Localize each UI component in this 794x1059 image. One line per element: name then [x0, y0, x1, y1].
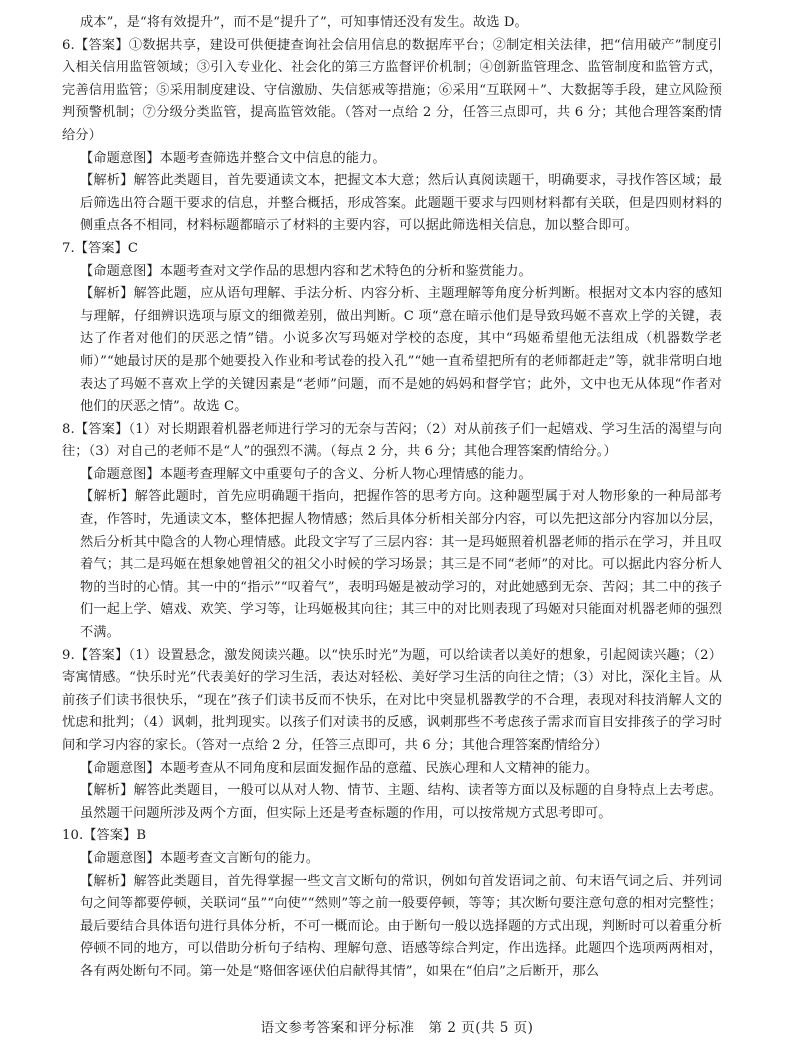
- paragraph-q9-analysis: 【解析】解答此类题目，一般可以从对人物、情节、主题、结构、读者等方面以及标题的自身特点上去考虑。虽然题干问题所涉及两个方面，但实际上还是考查标题的作用，可以按常规方式思考即可。: [80, 783, 722, 821]
- paragraph-q6-answer: 6.【答案】①数据共享，建设可供便捷查询社会信用信息的数据库平台；②制定相关法律，把“信用破产”制度引入相关信用监管领域；③引入专业化、社会化的第三方监督评价机制；④创新监管理念、监管制度和监管方式，完善信用监管；⑤采用制度建设、守信激励、失信惩戒等措施；⑥采用“互联网＋”、大数据等手段，建立风险预判预警机制；⑦分级分类监管，提高监管效能。（答对一点给 2 分，任答三点即可，共 6 分；其他合理答案酌情给分）: [62, 37, 722, 143]
- paragraph-q6-analysis: 【解析】解答此类题目，首先要通读文本，把握文本大意；然后认真阅读题干，明确要求，寻找作答区域；最后筛选出符合题干要求的信息，并整合概括，形成答案。此题题干要求与四则材料都有关联，但是四则材料的侧重点各不相同，材料标题都暗示了材料的主要内容，可以据此筛选相关信息，加以整合即可。: [80, 173, 722, 234]
- paragraph-q10-answer: 10.【答案】B: [62, 828, 147, 844]
- paragraph-q9-intent: 【命题意图】本题考查从不同角度和层面发掘作品的意蕴、民族心理和人文精神的能力。: [80, 760, 599, 776]
- paragraph-q8-analysis: 【解析】解答此题时，首先应明确题干指向，把握作答的思考方向。这种题型属于对人物形象的一种局部考查，作答时，先通读文本，整体把握人物情感；然后具体分析相关部分内容，可以先把这部分内容加以分层，然后分析其中隐含的人物心理情感。此段文字写了三层内容：其一是玛姬照着机器老师的指示在学习，并且叹着气；其二是玛姬在想象她曾祖父的祖父小时候的学习场景；其三是不同“老师”的对比。可以据此内容分析人物的当时的心情。其一中的“指示”“叹着气”，表明玛姬是被动学习的，对此她感到无奈、苦闷；其二中的孩子们一起上学、嬉戏、欢笑、学习等，让玛姬极其向往；其三中的对比则表现了玛姬对只能面对机器老师的强烈不满。: [80, 489, 722, 641]
- paragraph-q9-answer: 9.【答案】（1）设置悬念，激发阅读兴趣。以“快乐时光”为题，可以给读者以美好的想象，引起阅读兴趣；（2）寄寓情感。“快乐时光”代表美好的学习生活，表达对轻松、美好学习生活的向往之情；（3）对比，深化主旨。从前孩子们读书很快乐，“现在”孩子们读书反而不快乐，在对比中突显机器教学的不合理，表现对科技消解人文的忧虑和批判；（4）讽刺，批判现实。以孩子们对读书的反感，讽刺那些不考虑孩子需求而盲目安排孩子的学习时间和学习内容的家长。（答对一点给 2 分，任答三点即可，共 6 分；其他合理答案酌情给分）: [62, 647, 722, 753]
- paragraph-q8-intent: 【命题意图】本题考查理解文中重要句子的含义、分析人物心理情感的能力。: [80, 466, 532, 482]
- paragraph-q7-answer: 7.【答案】C: [62, 240, 139, 256]
- paragraph-q7-intent: 【命题意图】本题考查对文学作品的思想内容和艺术特色的分析和鉴赏能力。: [80, 263, 532, 279]
- paragraph-q10-intent: 【命题意图】本题考查文言断句的能力。: [80, 850, 320, 866]
- paragraph-q6-intent: 【命题意图】本题考查筛选并整合文中信息的能力。: [80, 150, 386, 166]
- paragraph-q8-answer: 8.【答案】（1）对长期跟着机器老师进行学习的无奈与苦闷；（2）对从前孩子们一起嬉戏、学习生活的渴望与向往；（3）对自己的老师不是“人”的强烈不满。（每点 2 分，共 6 分；其他合理答案酌情给分。）: [62, 421, 722, 460]
- paragraph-continued-q5: 成本”，是“将有效提升”，而不是“提升了”，可知事情还没有发生。故选 D。: [80, 15, 528, 30]
- page-footer: 语文参考答案和评分标准 第 2 页(共 5 页): [260, 1020, 534, 1036]
- answer-content: [62, 12, 722, 984]
- paragraph-q10-analysis: 【解析】解答此类题目，首先得掌握一些文言文断句的常识，例如句首发语词之前、句末语气词之后、并列词句之间等都要停顿，关联词“虽”“向使”“然则”等之前一般要停顿，等等；其次断句要注意句意的相对完整性；最后要结合具体语句进行具体分析，不可一概而论。由于断句一般以选择题的方式出现，判断时可以着重分析停顿不同的地方，可以借助分析句子结构、理解句意、语感等综合判定，作出选择。此题四个选项两两相对，各有两处断句不同。第一处是“赂佃客诬伏伯启献得其情”，如果在“伯启”之后断开，那么: [80, 873, 722, 979]
- paragraph-q7-analysis: 【解析】解答此题，应从语句理解、手法分析、内容分析、主题理解等角度分析判断。根据对文本内容的感知与理解，仔细辨识选项与原文的细微差别，做出判断。C 项“意在暗示他们是导致玛姬不喜欢上学的关键，表达了作者对他们的厌恶之情”错。小说多次写玛姬对学校的态度，其中“玛姬希望他无法组成（机器数学老师）”“她最讨厌的是那个她要投入作业和考试卷的投入孔”“她一直希望把所有的老师都赶走”等，就非常明白地表达了玛姬不喜欢上学的关键因素是“老师”问题，而不是她的妈妈和督学官；此外，文中也无从体现“作者对他们的厌恶之情”。故选 C。: [80, 286, 722, 415]
